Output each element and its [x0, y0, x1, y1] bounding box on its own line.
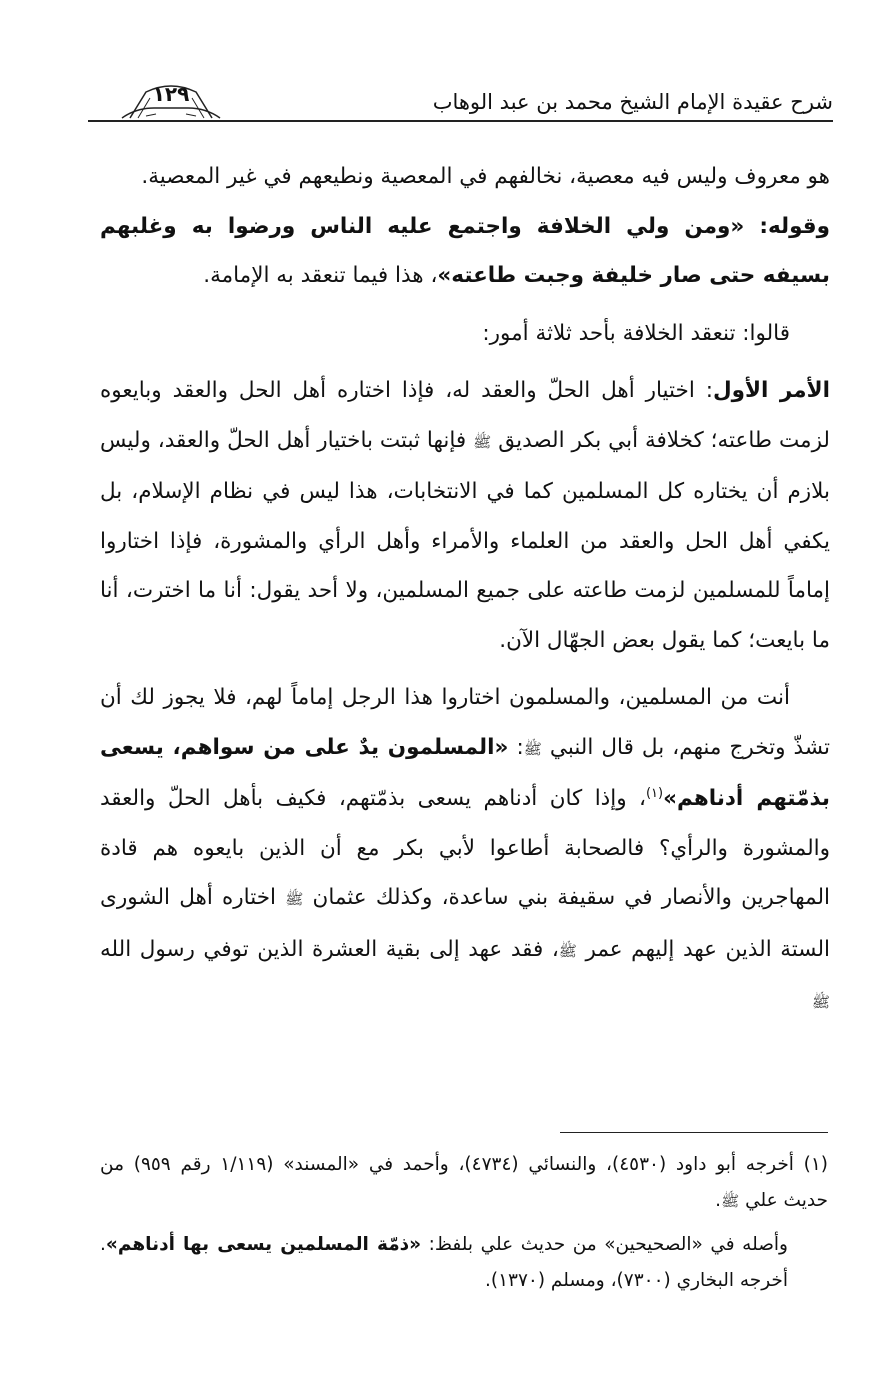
paragraph-4: الأمر الأول: اختيار أهل الحلّ والعقد له، فإذا اختاره أهل الحل والعقد وبايعوه لزمت طاعته؛ كخلافة أبي بكر الصديق ﷺ فإنها ثبتت باختيار أهل الحلّ والعقد، وليس بلازم أن يختاره كل المسلمين كما في الانتخابات، هذا ليس في نظام الإسلام، بل يكفي أهل الحل والعقد من العلماء والأمراء وأهل الرأي والمشورة، فإذا اختاروا إماماً للمسلمين لزمت طاعته على جميع المسلمين، ولا أحد يقول: أنا ما اخترت، أنا ما بايعت؛ كما يقول بعض الجهّال الآن. — [100, 378, 830, 653]
page-number-ornament — [116, 78, 226, 120]
footnote-quote: «ذمّة المسلمين يسعى بها أدناهم» — [105, 1234, 422, 1255]
footnote-ref[interactable]: (١) — [645, 785, 664, 801]
footnote-1: (١) أخرجه أبو داود (٤٥٣٠)، والنسائي (٤٧٣٤)، وأحمد في «المسند» (١/١١٩ رقم ٩٥٩) من حديث علي ﷺ. — [100, 1154, 829, 1211]
honorific-glyph: ﷺ — [721, 1192, 740, 1210]
honorific-glyph: ﷺ — [558, 941, 577, 960]
running-title: شرح عقيدة الإمام الشيخ محمد بن عبد الوهاب — [432, 90, 833, 114]
honorific-glyph: ﷺ — [473, 432, 492, 451]
header-rule — [88, 120, 833, 122]
paragraph-5: أنت من المسلمين، والمسلمون اختاروا هذا الرجل إماماً لهم، فلا يجوز لك أن تشذّ وتخرج منهم، بل قال النبي ﷺ: «المسلمون يدٌ على من سواهم، يسعى بذمّتهم أدناهم»$^{(١)}$، وإذا كان أدناهم يسعى بذمّتهم، فكيف بأهل الحلّ والعقد والمشورة والرأي؟ فالصحابة أطاعوا لأبي بكر مع أن الذين بايعوه هم قادة المهاجرين والأنصار في سقيفة بني ساعدة، وكذلك عثمان ﷺ اختاره أهل الشورى الستة الذين عهد إليهم عمر ﷺ، فقد عهد إلى بقية العشرة الذين توفي رسول الله ﷺ — [100, 685, 831, 1011]
paragraph-3: قالوا: تنعقد الخلافة بأحد ثلاثة أمور: — [482, 320, 790, 346]
hadith-quote: «المسلمون يدٌ على من سواهم، يسعى بذمّتهم أدناهم» — [100, 734, 830, 811]
honorific-glyph: ﷺ — [523, 739, 542, 758]
paragraph-1: هو معروف وليس فيه معصية، نخالفهم في المعصية ونطيعهم في غير المعصية. — [141, 164, 830, 189]
main-text — [100, 152, 830, 1028]
honorific-glyph: ﷺ — [811, 993, 830, 1011]
page-number: ١٢٩ — [152, 82, 190, 106]
footnote-1-continuation: وأصله في «الصحيحين» من حديث علي بلفظ: «ذمّة المسلمين يسعى بها أدناهم». أخرجه البخاري (٧٣٠٠)، ومسلم (١٣٧٠). — [100, 1234, 788, 1291]
paragraph-2: وقوله: «ومن ولي الخلافة واجتمع عليه الناس ورضوا به وغلبهم بسيفه حتى صار خليفة وجبت طاعته»، هذا فيما تنعقد به الإمامة. — [100, 213, 830, 288]
footnote-divider — [560, 1132, 828, 1133]
first-matter-heading: الأمر الأول — [712, 378, 830, 403]
quote-label: وقوله: — [744, 213, 830, 239]
footnotes — [100, 1147, 828, 1299]
page-header — [88, 78, 833, 128]
quoted-text: «ومن ولي الخلافة واجتمع عليه الناس ورضوا به وغلبهم بسيفه حتى صار خليفة وجبت طاعته» — [100, 213, 830, 288]
honorific-glyph: ﷺ — [285, 890, 304, 908]
